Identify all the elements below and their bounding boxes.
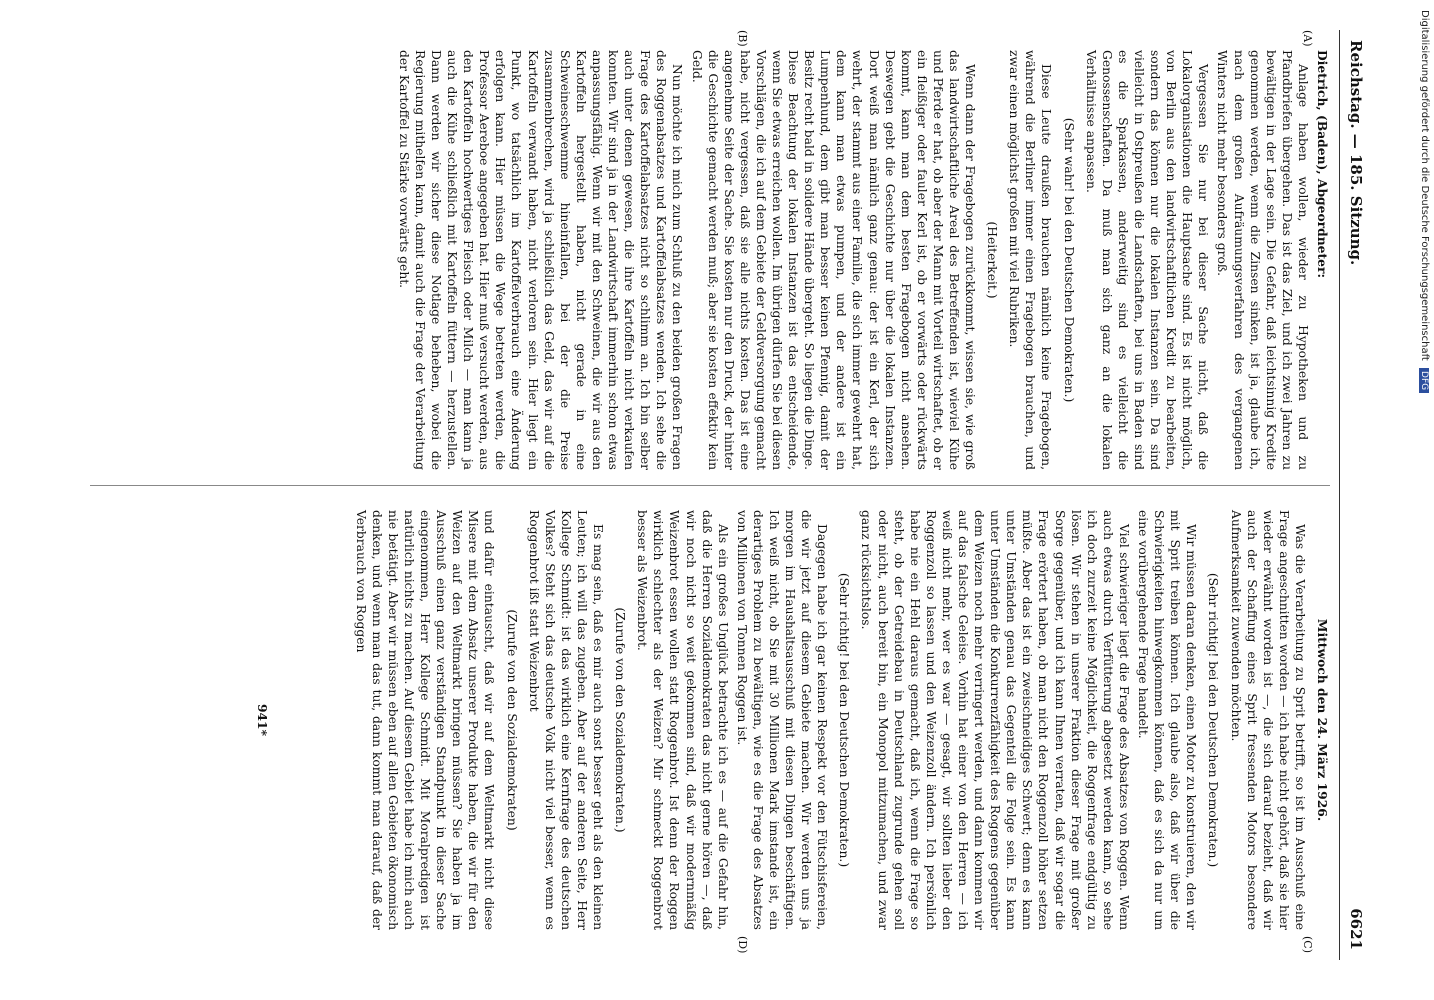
paragraph: und dafür eintauscht, daß wir auf dem Weltmarkt nicht diese Misere mit dem Absatz unserer Produkte haben, die wir für den Weizen auf den Weltmarkt bringen müssen? Sie haben ja im Ausschuß einen ganz verständigen Standpunkt in dieser Sache eingenommen, Herr Kollege Schmidt. Mit Moralpredigen ist natürlich nichts zu machen. Auf diesem Gebiet habe ich mich auch nie betätigt. Aber wir müssen eben auf allen Gebieten ökonomisch denken, und wenn man das tut, dann kommt man darauf, daß der Verbrauch von Roggen [353, 510, 497, 930]
header-session: Reichstag. — 185. Sitzung. [1347, 40, 1365, 266]
interjection: (Sehr richtig! bei den Deutschen Demokraten.) [1206, 572, 1221, 868]
page-footer: 941* [255, 703, 270, 737]
column-divider [90, 485, 1330, 486]
paragraph: Wenn dann der Fragebogen zurückkommt, wissen sie, wie groß das landwirtschaftliche Areal des Betreffenden ist, wieviel Kühe und Pferde er hat, ob aber der Mann mit Vorteil wirtschaftet, ob er ein fleißiger oder fauler Kerl ist, ob er vorwärts oder rückwärts kommt, kann man dem besten Fragebogen nicht ansehen. Deswegen gebt die Geschichte nur über die lokalen Instanzen. Dort weiß man nämlich ganz genau: der ist ein Kerl, der sich wehrt, der stammt aus einer Familie, die sich immer gewehrt hat, dem kann man etwas pumpen, und der andere ist ein Lumpenhund, dem gibt man besser keinen Pfennig, damit der Besitz recht bald in solidere Hände übergeht. So liegen die Dinge. Diese Beachtung der lokalen Instanzen ist das entscheidende, wenn Sie etwas erreichen wollen. Im übrigen dürfen Sie bei diesen Vorschlägen, die ich auf dem Gebiete der Geldversorgung gemacht habe, nicht vergessen, daß sie alle nichts kosten. Das ist eine angenehme Seite der Sache. Sie kosten nur den Druck, der hinter die Geschichte gemacht werden muß; aber sie kosten effektiv kein Geld. [689, 50, 978, 470]
column-right [350, 510, 1330, 930]
paragraph: Anlage haben wollen, wieder zu Hypotheken und zu Pfandbriefen übergehen. Das ist das Ziel, und ich zwei Jahren zu bewältigen in der Lage sein. Die Gefahr, daß leichtsinnig Kredite genommen werden, wenn die Zinsen sinken, ist ja, glaube ich, nach dem großen Aufräumungsverfahren des vergangenen Winters nicht mehr besonders groß. [1215, 50, 1310, 470]
header-page-number: 6621 [1347, 908, 1365, 950]
speaker-line: Dietrich, (Baden), Abgeordneter: [1315, 50, 1330, 279]
paragraph: Was die Verarbeitung zu Sprit betrifft, so ist im Ausschuß eine Frage angeschnitten worden — ich habe nicht gehört, daß sie hier wieder erwähnt worden ist —, die sich darauf bezieht, daß wir auch der Schaffung eines Sprit fressenden Motors besondere Aufmerksamkeit zuwenden möchten. [1228, 510, 1307, 930]
interjection: (Sehr richtig! bei den Deutschen Demokraten.) [837, 572, 852, 868]
paragraph: Wir müssen daran denken, einen Motor zu konstruieren, den wir mit Sprit treiben können. Ich glaube also, daß wir über die Schwierigkeiten hinwegkommen können, daß es sich da nur um eine vorübergehende Frage handelt. [1136, 510, 1199, 930]
column-left [393, 50, 1330, 470]
paragraph: Als ein großes Unglück betrachte ich es — auf die Gefahr hin, daß die Herren Sozialdemokraten das nicht gerne hören —, daß wir noch nicht so weit gekommen sind, daß wir modernmäßig Weizenbrot essen wollen statt Roggenbrot. Ist denn der Roggen wirklich schlechter als der Weizen? Mir schmeckt Roggenbrot besser als Weizenbrot. [635, 510, 730, 930]
paragraph: Diese Leute draußen brauchen nämlich keine Fragebogen, während die Berliner immer einen Fragebogen brauchen, und zwar einen möglichst großen mit viel Rubriken. [1007, 50, 1054, 470]
interjection: (Zurufe von den Sozialdemokraten) [504, 609, 519, 831]
interjection: (Zurufe von den Sozialdemokraten.) [613, 607, 628, 833]
interjection: (Sehr wahr! bei den Deutschen Demokraten.) [1061, 117, 1076, 403]
paragraph: Nun möchte ich mich zum Schluß zu den beiden großen Fragen des Roggenabsatzes und Kartoffelabsatzes wenden. Ich sehe die Frage des Kartoffelabsatzes nicht so schlimm an. Ich bin selber auch unter denen gewesen, die ihre Kartoffeln nicht verkaufen konnten. Wir sind ja in der Landwirtschaft immerhin schon etwas anpassungsfähig. Wenn wir mit den Schweinen, die wir aus den Kartoffeln hergestellt haben, nicht gerade in eine Schweineschwemme hineinfallen, bei der die Preise zusammenbrechen, wird ja schließlich das Geld, das wir auf die Kartoffeln verwandt haben, nicht verloren sein. Hier liegt ein Punkt, wo tatsächlich im Kartoffelverbrauch eine Änderung erfolgen kann. Hier müssen die Wege betreten werden, die Professor Aereboe angegeben hat. Hier muß versucht werden, aus den Kartoffeln hochwertiges Fleisch oder Milch — man kann ja auch die Kühe schließlich mit Kartoffeln füttern — herzustellen. Dann werden wir sicher diese Notlage beheben, wobei die Regierung mithelfen kann, damit auch die Frage der Verarbeitung der Kartoffel zu Stärke vorwärts geht. [396, 50, 685, 470]
document-page [90, 30, 1370, 960]
paragraph: Viel schwieriger liegt die Frage des Absatzes von Roggen. Wenn auch etwas durch Verfütterung abgesetzt werden kann, so sehe ich doch zurzeit keine Möglichkeit, die Roggenfrage endgültig zu lösen. Wir stehen in unserer Fraktion dieser Frage mit großer Sorge gegenüber, und ich kann Ihnen verraten, daß wir sogar die Frage erörtert haben, ob man nicht den Roggenzoll höher setzen müßte. Aber das ist ein zweischneidiges Schwert; denn es kann unter Umständen genau das Gegenteil die Folge sein. Es kann unter Umständen die Konkurrenzfähigkeit des Roggens gegenüber dem Weizen noch mehr verringert werden, und dann kommen wir auf das falsche Geleise. Vorhin hat einer von den Herren — ich weiß nicht mehr, wer es war — gesagt, wir sollten lieber den Roggenzoll so lassen und den Weizenzoll ändern. Ich persönlich habe nie ein Hehl daraus gemacht, daß ich, wenn die Frage so steht, ob der Getreidebau in Deutschland zugrunde gehen soll oder nicht, auch bereit bin, ein Monopol mitzumachen, und zwar ganz rücksichtslos. [859, 510, 1131, 930]
header-date: Mittwoch den 24. März 1926. [1315, 618, 1330, 822]
paragraph: Vergessen Sie nur bei dieser Sache nicht, daß die Lokalorganisationen die Hauptsache sind. Es ist nicht möglich, von Berlin aus den landwirtschaftlichen Kredit zu bearbeiten, sondern das können nur die lokalen Instanzen sein. Da sind vielleicht in Ostpreußen die Landschaften, bei uns in Baden sind es die Sparkassen, anderweitig sind es vielleicht die Genossenschaften. Da muß man sich ganz an die lokalen Verhältnisse anpassen. [1083, 50, 1211, 470]
credit-text: Digitalisierung gefördert durch die Deutsche Forschungsgemeinschaft [1419, 10, 1430, 361]
margin-mark-b: (B) [736, 30, 749, 47]
paragraph: Es mag sein, daß es mir auch sonst besser geht als den kleinen Leuten; ich will das zugeben. Aber auf der anderen Seite, Herr Kollege Schmidt: ist das wirklich eine Kernfrage des deutschen Volkes? Steht sich das deutsche Volk nicht viel besser, wenn es Roggenbrot ißt statt Weizenbrot [526, 510, 606, 930]
margin-mark-a: (A) [1301, 30, 1314, 47]
margin-mark-c: (C) [1301, 936, 1314, 953]
paragraph: Dagegen habe ich gar keinen Respekt vor den Fütschisfereien, die wir jetzt auf diesem Gebiete machen. Wir werden uns ja morgen im Haushaltsausschuß mit diesen Dingen beschäftigen. Ich weiß nicht, ob Sie mit 30 Millionen Mark imstande ist, ein derartiges Problem zu bewältigen, wie es die Frage des Absatzes von Millionen von Tonnen Roggen ist. [734, 510, 830, 930]
page-header [1339, 30, 1370, 960]
dfg-logo: DFG [1419, 368, 1429, 393]
margin-mark-d: (D) [736, 936, 749, 954]
digitization-credit [1414, 10, 1434, 990]
interjection: (Heiterkeit.) [985, 221, 1000, 299]
